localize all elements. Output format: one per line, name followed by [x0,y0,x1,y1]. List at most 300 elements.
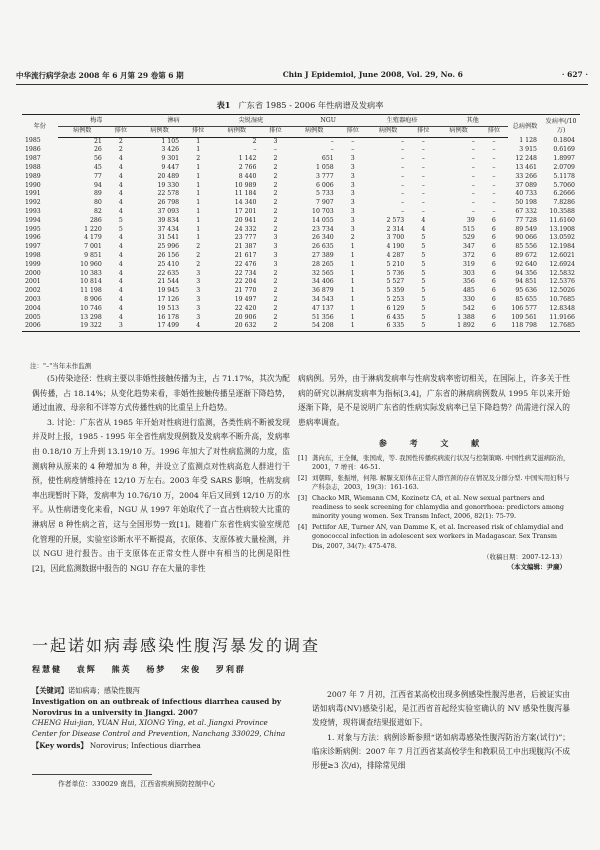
cell-year: 2006 [22,322,58,331]
cell-cases: 515 [462,225,475,233]
cell-cases: 13 298 [80,313,102,321]
table-caption [0,100,600,111]
cell-rank: 3 [196,287,201,295]
cell-cases: 2 573 [386,216,405,224]
cell-rank: 6 [491,287,496,295]
reference-item [298,523,570,551]
cell-rank: 4 [118,287,123,295]
keywords-cn: 诺如病毒；感染性腹泻 [67,686,140,695]
cell-year: 2004 [25,304,41,312]
cell-year: 1990 [25,181,41,189]
cell-rank: – [492,199,496,207]
cell-cases: 14 055 [312,216,334,224]
subheader-rank: 排位 [339,126,367,137]
table-note: 注："–"当年未作监测 [30,362,92,370]
cell-cases: – [471,181,475,189]
cell-rank: 4 [118,295,123,303]
cell-rank: 2 [273,155,278,163]
cell-rank: 3 [273,234,278,242]
cell-rank: 2 [261,322,289,331]
cell-cases: 37 434 [157,225,180,233]
article-methods: 1. 对象与方法：病例诊断参照“诺如病毒感染性腹泻防治方案(试行)”；临床诊断病例：2007 年 7 月江西省某高校学生和教职员工中出现腹泻(不成形便≥3 次/d)，排除常见细 [312,732,570,771]
cell-cases: 54 208 [290,322,339,331]
header-syphilis: 梅毒 [58,115,135,127]
cell-rate: 10.3588 [549,207,575,215]
cell-rank: 1 [196,199,201,207]
cell-rank: 2 [118,146,123,154]
cell-cases: 4 287 [386,251,405,259]
cell-cases: 485 [462,287,475,295]
cell-rank: 2 [273,295,278,303]
cell-cases: 34 543 [312,295,334,303]
keywords-en-label: 【Key words】 [32,740,88,750]
cell-year: 1987 [25,155,41,163]
cell-cases: 37 093 [157,207,180,215]
cell-cases: 10 960 [80,260,102,268]
running-header [16,70,588,85]
cell-cases: 5 253 [386,295,405,303]
cell-rank: 1 [350,313,355,321]
cell-year: 1999 [25,260,41,268]
reference-number: [3] [298,493,308,502]
cell-rank: 3 [350,181,355,189]
cell-cases: – [401,137,405,145]
cell-rank: 4 [184,322,212,331]
cell-cases: 4 190 [386,243,405,251]
cell-total: 77 728 [515,216,537,224]
cell-cases: 6 006 [315,181,334,189]
cell-cases: 1 220 [84,225,102,233]
cell-cases: 1 105 [161,137,180,145]
cell-year: 1997 [25,243,41,251]
cell-rank: 6 [491,243,496,251]
cell-rank: 2 [273,287,278,295]
cell-cases: 3 777 [315,172,334,180]
cell-cases: 19 322 [58,322,107,331]
cell-rate: 7.8286 [553,199,575,207]
table-row [22,287,580,296]
cell-rank: – [492,207,496,215]
cell-rank: 4 [118,243,123,251]
cell-rate: 5.1178 [553,172,575,180]
cell-cases: 26 798 [157,199,180,207]
cell-total: 118 798 [508,322,542,331]
subheader-rank: 排位 [261,126,289,137]
cell-cases: 7 001 [84,243,102,251]
cell-rank: 4 [118,207,123,215]
cell-rank: 4 [118,163,123,171]
article-abstract [32,686,294,752]
cell-rank: – [492,190,496,198]
cell-rank: 1 [196,190,201,198]
table-row [22,252,580,261]
cell-cases: 10 814 [80,278,102,286]
cell-year: 1995 [25,225,41,233]
cell-total: 37 089 [515,181,537,189]
header-herpes: 生殖器疱疹 [367,115,438,127]
cell-total: 33 266 [515,172,537,180]
cell-cases: 372 [462,251,475,259]
author-affiliation: 作者单位：330029 南昌，江西省疾病预防控制中心 [58,780,216,788]
cell-rank: 1 [196,225,201,233]
cell-rank: 3 [273,137,278,145]
cell-rank: 4 [118,278,123,286]
subheader-rank: 排位 [184,126,212,137]
cell-rank: – [492,172,496,180]
cell-rank: – [421,190,425,198]
cell-rank: 6 [491,234,496,242]
cell-cases: 11 198 [80,287,102,295]
cell-rank: 3 [350,172,355,180]
cell-cases: 14 340 [234,199,257,207]
cell-rank: – [421,155,425,163]
cell-rank: 2 [273,216,278,224]
cell-rank: 2 [273,199,278,207]
cell-rank: 1 [196,137,201,145]
header-other: 其他 [437,115,508,127]
journal-issue: 中华流行病学杂志 2008 年 6 月第 29 卷第 6 期 [16,71,184,80]
table-row [22,208,580,217]
cell-cases: 20 489 [157,172,180,180]
reference-text: 刘朝晖，张振增，何翔. 解脲支原体在正常人群宫颈的存在情况及分群分型. 中国实用妇科与产科杂志，2003，19(3)：161-163. [312,473,570,492]
table-row [22,173,580,182]
cell-rate: 1.8997 [553,155,575,163]
cell-rank: 3 [107,322,135,331]
cell-rank: 3 [196,269,201,277]
cell-year: 1986 [25,146,41,154]
subheader-rank: 排位 [409,126,437,137]
keywords-label: 【关键词】 [32,686,68,695]
cell-cases: 1 388 [457,313,475,321]
table-row [22,270,580,279]
cell-rank: 3 [350,216,355,224]
cell-total: 109 561 [511,313,537,321]
reference-item [298,494,570,522]
cell-rate: 6.2666 [553,190,575,198]
cell-rate: 11.6160 [549,216,575,224]
cell-total: 94 356 [515,269,537,277]
cell-total: 13 461 [515,163,537,171]
paragraph-transmission: (5)传染途径：性病主要以非婚性接触传播为主，占 71.17%，其次为配偶传播，占 18.14%；从变化趋势来看，非婚性接触传播呈逐渐下降趋势，通过血液、母亲和不详等方式传播性病的比重呈上升趋势。 [32,374,290,413]
cell-cases: 3 426 [161,146,180,154]
cell-rate: 13.1908 [549,225,575,233]
cell-cases: 26 [93,146,102,154]
cell-rank: – [421,163,425,171]
cell-cases: 2 766 [238,163,257,171]
subheader-row [22,126,580,137]
cell-rank: 1 [196,181,201,189]
cell-total: 50 198 [515,199,537,207]
cell-cases: – [401,190,405,198]
cell-rank: 5 [421,234,426,242]
cell-cases: 7 907 [315,199,334,207]
cell-rank: 1 [350,304,355,312]
cell-rank: 4 [118,260,123,268]
cell-rank: 5 [409,322,437,331]
cell-rank: – [492,155,496,163]
cell-cases: – [471,190,475,198]
cell-total: 12 248 [515,155,537,163]
cell-rank: 6 [491,216,496,224]
cell-cases: 21 770 [234,287,257,295]
header-rate: 发病率(/10 万) [542,115,580,138]
cell-rank: 4 [118,313,123,321]
cell-cases: 22 204 [234,278,257,286]
reference-text: Chacko MR, Wiemann CM, Kozinetz CA, et al. New sexual partners and readiness to seek screening for chlamydia and gonorrhoea: predictors among minority young women. Sex Transm Infect, 2006, 82(1): 75-79. [312,493,564,521]
cell-rank: 4 [118,199,123,207]
cell-year: 1996 [25,234,41,242]
table-row [22,182,580,191]
cell-cases: 25 996 [157,243,180,251]
cell-rank: 1 [196,207,201,215]
cell-cases: 286 [90,216,102,224]
table-row [22,226,580,235]
cell-rank: 5 [421,243,426,251]
cell-rank: 3 [273,251,278,259]
cell-total: 92 640 [515,260,537,268]
cell-rank: 4 [118,172,123,180]
cell-rank: 5 [421,269,426,277]
cell-year: 2003 [25,295,41,303]
cell-rank: 4 [118,269,123,277]
cell-cases: 8 906 [84,295,102,303]
cell-cases: – [401,146,405,154]
cell-total: 3 915 [519,146,537,154]
cell-cases: 45 [93,163,102,171]
cell-cases: 6 335 [367,322,409,331]
table-row [22,261,580,270]
cell-cases: 24 332 [234,225,257,233]
cell-rank: 2 [273,313,278,321]
subheader-cases: 病例数 [290,126,339,137]
cell-rank: – [492,137,496,145]
cell-rank: 2 [196,251,201,259]
cell-rank: 3 [196,313,201,321]
cell-cases: – [471,199,475,207]
cell-cases: – [401,199,405,207]
cell-rank: 1 [196,146,201,154]
cell-cases: 16 178 [157,313,180,321]
cell-cases: 36 879 [312,287,334,295]
cell-rank: 6 [491,251,496,259]
cell-rank: – [421,199,425,207]
cell-rank: 2 [196,243,201,251]
reference-text: Pettifor AE, Turner AN, van Damme K, et al. Increased risk of chlamydial and gonococcal infection in adolescent sex workers in Madagascar. Sex Transm Dis, 2007, 34(7): 475-478. [312,522,564,550]
cell-cases: 9 447 [161,163,180,171]
cell-year: 1998 [25,251,41,259]
cell-cases: 22 476 [234,260,257,268]
cell-rank: 5 [421,260,426,268]
cell-rank: 2 [273,269,278,277]
article-intro: 2007 年 7 月初，江西省某高校出现多例感染性腹泻患者，后被证实由诺如病毒(NV)感染引起，是江西省首起经实验室确认的 NV 感染性腹泻暴发疫情，现将调查结果报道如下。 [312,690,570,728]
cell-cases: 5 359 [386,287,405,295]
cell-cases: – [471,163,475,171]
reference-number: [2] [298,473,308,482]
cell-cases: 22 734 [234,269,257,277]
references-heading: 参 考 文 献 [378,438,490,449]
cell-rank: 1 [350,251,355,259]
table-number: 表1 [216,100,231,110]
cell-rank: 1 [350,243,355,251]
cell-year: 1994 [25,216,41,224]
cell-rate: 12.1984 [549,243,575,251]
cell-year: 1989 [25,172,41,180]
cell-cases: 6 435 [386,313,405,321]
table-row [22,217,580,226]
cell-rate: 12.6924 [549,260,575,268]
cell-rank: 3 [350,163,355,171]
subheader-cases: 病例数 [58,126,107,137]
cell-rank: – [273,146,277,154]
cell-rank: 3 [350,225,355,233]
cell-rank: 1 [196,216,201,224]
table-title: 广东省 1985 - 2006 年性病谱及发病率 [238,100,384,110]
received-date: （收稿日期：2007-12-13） [483,553,566,562]
cell-rank: 2 [273,181,278,189]
cell-cases: 2 314 [386,225,405,233]
cell-rank: 4 [118,181,123,189]
cell-rank: 3 [196,304,201,312]
cell-cases: – [330,146,334,154]
header-total: 总病例数 [508,115,542,138]
cell-rank: 5 [421,287,426,295]
paragraph-continuation: 病病例。另外，由于淋病发病率与性病发病率密切相关，在国际上，许多关于性病的研究以淋病发病率为指标[3,4]，广东省的淋病病例数从 1995 年以来开始逐渐下降，是不是说明广东省的性病实际发病率已呈下降趋势？尚需进行深入的患病率调查。 [298,374,570,427]
cell-cases: 17 201 [234,207,257,215]
cell-rate: 13.0592 [549,234,575,242]
cell-cases: 27 389 [312,251,334,259]
cell-year: 1988 [25,163,41,171]
cell-rank: 2 [273,225,278,233]
cell-rank: – [492,181,496,189]
cell-cases: – [471,155,475,163]
journal-issue-en: Chin J Epidemiol, June 2008, Vol. 29, No. 6 [282,70,463,79]
cell-cases: 82 [93,207,102,215]
cell-rank: 4 [421,225,426,233]
cell-rank: 4 [118,234,123,242]
cell-cases: – [401,181,405,189]
cell-total: 89 672 [515,251,537,259]
article-authors: 程慧健 袁辉 熊英 杨梦 宋俊 罗利群 [32,664,246,674]
cell-rank: 1 [350,260,355,268]
cell-cases: 28 265 [312,260,334,268]
cell-cases: 5 733 [315,190,334,198]
cell-rank: – [421,137,425,145]
cell-rank: – [492,146,496,154]
cell-total: 94 851 [515,278,537,286]
cell-cases: 9 301 [161,155,180,163]
header-ngu: NGU [290,115,367,127]
table-row [22,243,580,252]
cell-cases: 26 635 [312,243,334,251]
cell-rank: 5 [421,295,426,303]
cell-cases: 26 156 [157,251,180,259]
cell-rank: 3 [196,278,201,286]
table-row [22,199,580,208]
cell-cases: 21 387 [234,243,257,251]
editor-line: （本文编辑：尹廉） [507,563,566,572]
cell-cases: 8 440 [238,172,257,180]
cell-rank: – [351,137,355,145]
cell-total: 1 128 [519,137,537,145]
cell-rate: 12.5832 [549,269,575,277]
cell-rank: 4 [118,304,123,312]
cell-rate: 2.0709 [553,163,575,171]
cell-cases: 3 700 [386,234,405,242]
cell-year: 1992 [25,199,41,207]
cell-cases: 330 [462,295,475,303]
cell-rank: 3 [196,295,201,303]
cell-rank: – [351,146,355,154]
cell-cases: – [471,137,475,145]
cell-rank: – [421,172,425,180]
cell-rank: 2 [273,207,278,215]
cell-cases: – [401,207,405,215]
cell-cases: 23 734 [312,225,334,233]
cell-rank: 3 [350,190,355,198]
cell-cases: 356 [462,278,475,286]
cell-total: 89 549 [515,225,537,233]
table-row [22,164,580,173]
cell-cases: 80 [93,199,102,207]
cell-cases: 20 906 [234,313,257,321]
cell-rank: 3 [350,199,355,207]
reference-item [298,474,570,493]
cell-rank: 2 [118,137,123,145]
cell-rate: 12.5376 [549,278,575,286]
cell-total: 85 655 [515,295,537,303]
cell-rank: 2 [273,190,278,198]
cell-cases: – [401,172,405,180]
cell-cases: 20 941 [234,216,257,224]
cell-cases: 19 497 [234,295,257,303]
cell-cases: 77 [93,172,102,180]
cell-rank: 2 [273,163,278,171]
cell-rate: 12.5026 [549,287,575,295]
cell-rank: 2 [273,172,278,180]
cell-cases: 25 410 [157,260,180,268]
article-title: 一起诺如病毒感染性腹泻暴发的调查 [32,636,321,655]
subheader-cases: 病例数 [437,126,479,137]
cell-rank: 6 [491,304,496,312]
table-row [22,146,580,155]
cell-cases: 5 210 [386,260,405,268]
cell-cases: 20 632 [212,322,261,331]
cell-rate: 12.8348 [549,304,575,312]
cell-cases: 19 330 [157,181,180,189]
article-body [312,688,570,773]
cell-cases: 10 703 [312,207,334,215]
table-row [22,305,580,314]
cell-cases: 26 340 [312,234,334,242]
cell-cases: 32 565 [312,269,334,277]
cell-rank: 2 [196,155,201,163]
cell-cases: – [471,146,475,154]
table-row [22,296,580,305]
cell-rank: 3 [350,207,355,215]
cell-year: 2000 [25,269,41,277]
cell-cases: 23 777 [234,234,257,242]
std-spectrum-table [22,114,580,332]
table-body [22,137,580,332]
cell-rank: 1 [339,322,367,331]
cell-cases: 10 746 [80,304,102,312]
table-row [22,234,580,243]
cell-cases: 17 499 [135,322,184,331]
cell-cases: 542 [462,304,475,312]
cell-total: 90 066 [515,234,537,242]
cell-cases: 94 [93,181,102,189]
cell-total: 40 733 [515,190,537,198]
